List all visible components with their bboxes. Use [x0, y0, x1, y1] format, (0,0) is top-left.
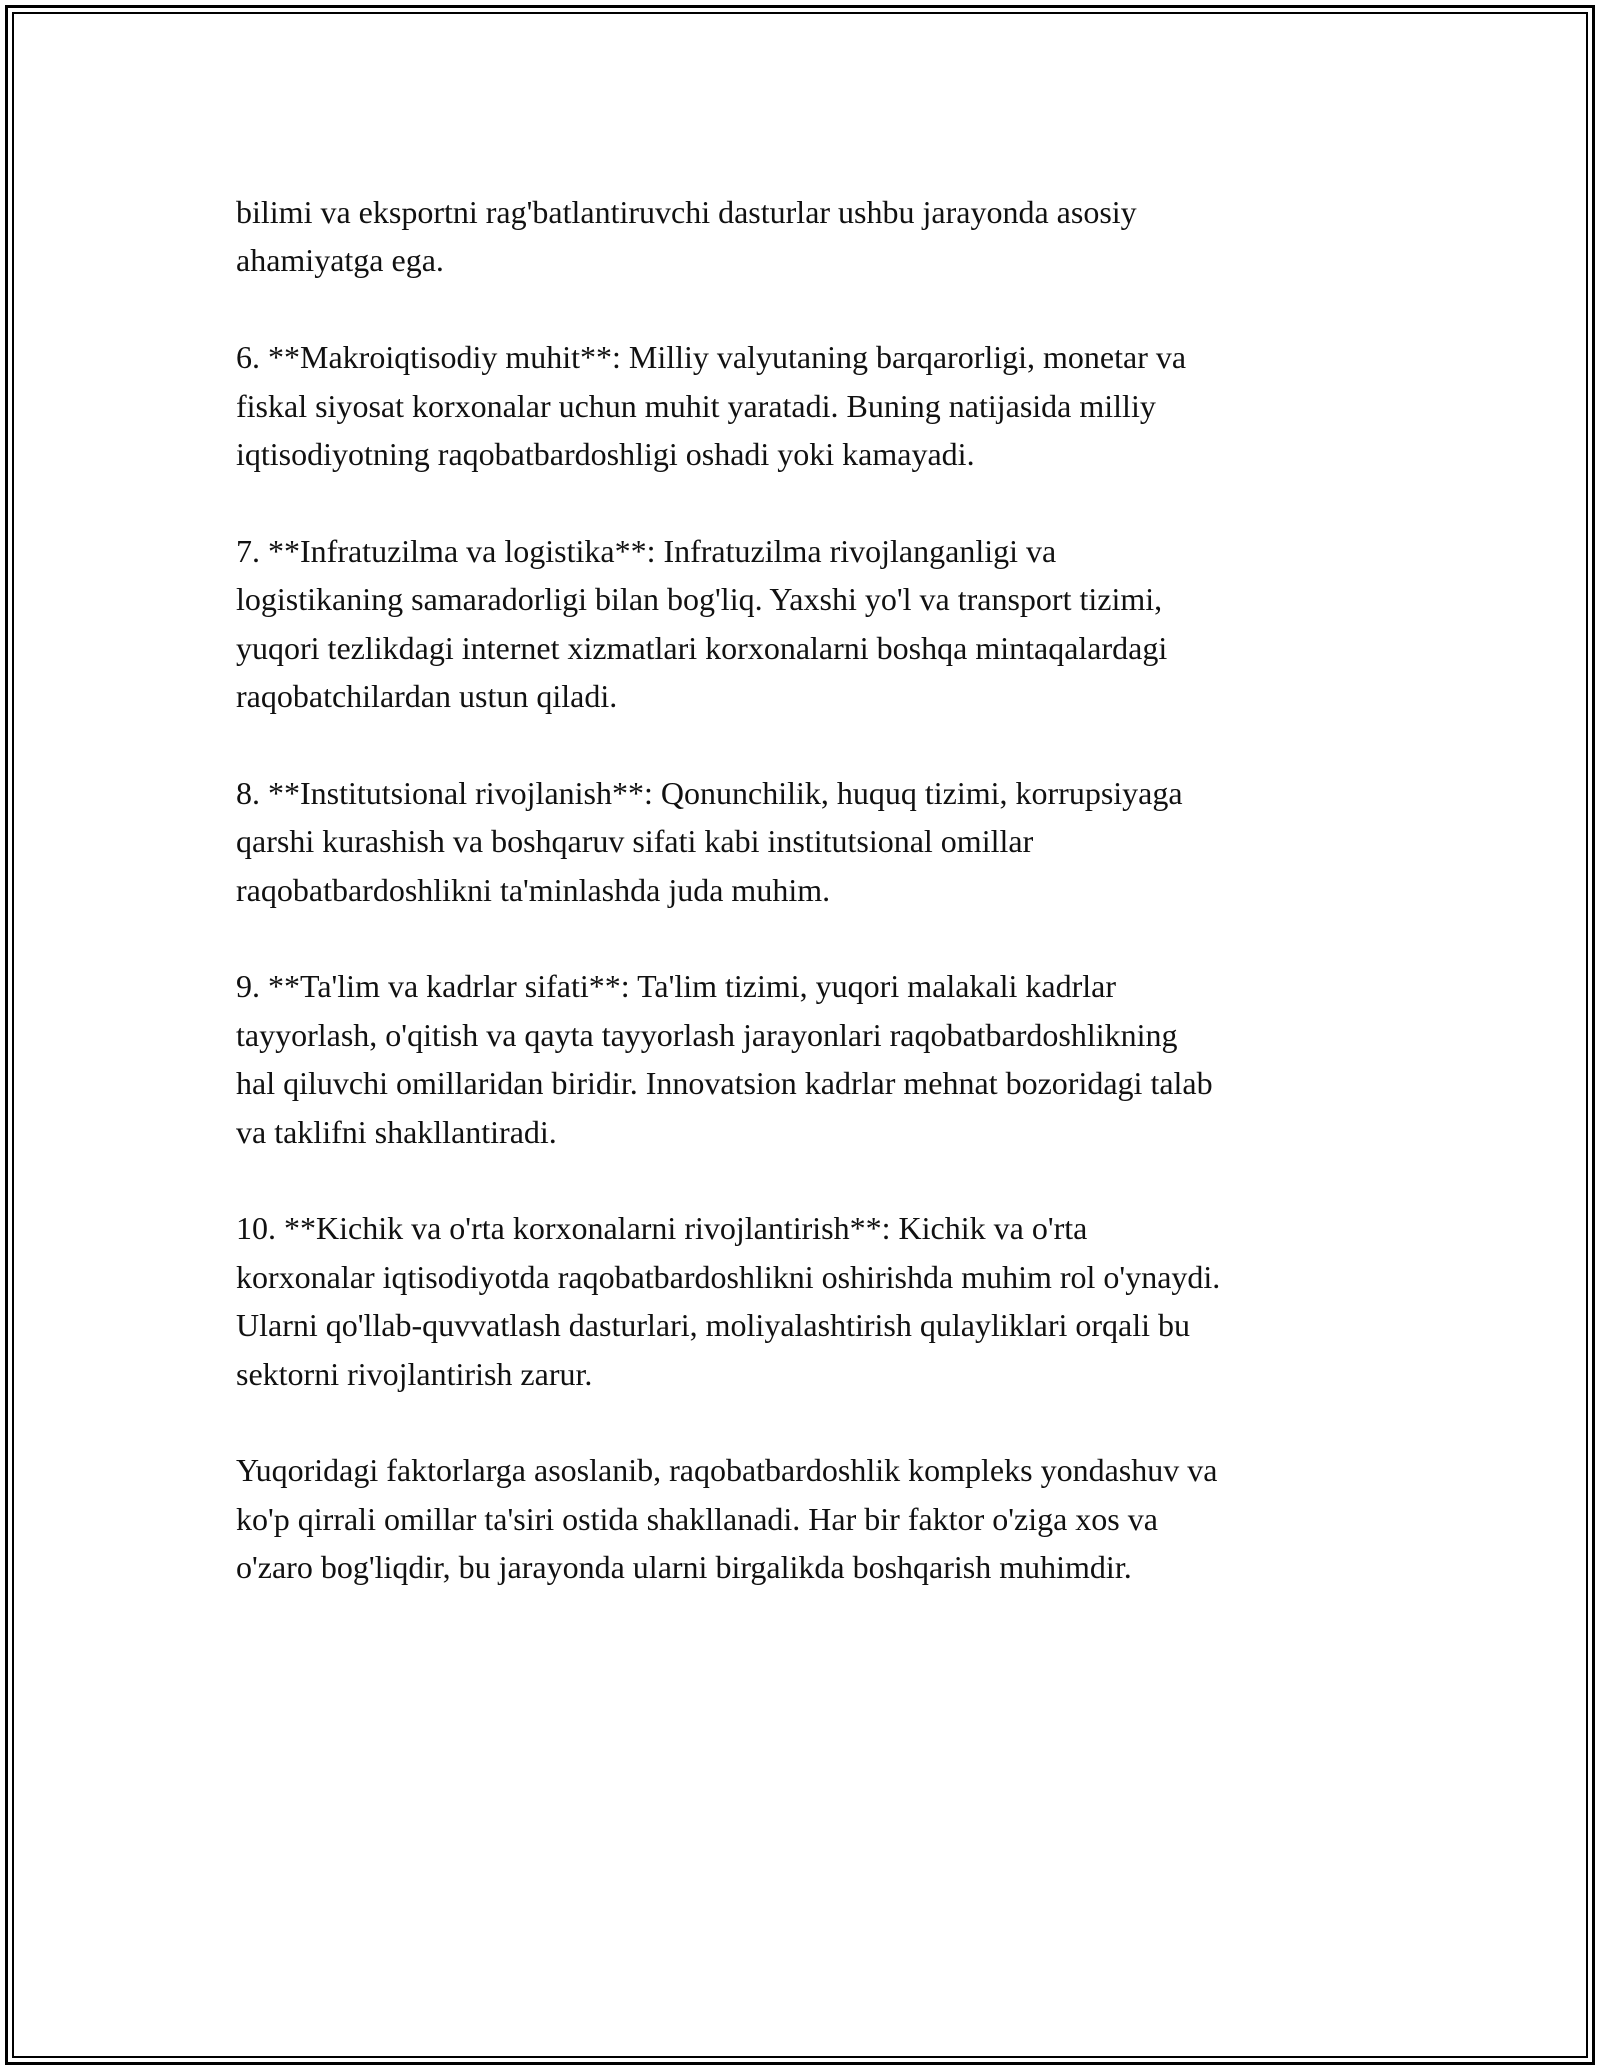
paragraph-conclusion: Yuqoridagi faktorlarga asoslanib, raqobatbardoshlik kompleks yondashuv va ko'p qirrali omillar ta'siri ostida shakllanadi. Har bir faktor o'ziga xos va o'zaro bog'liqdir, bu jarayonda ularni birgalikda boshqarish muhimdir.	[236, 1452, 1218, 1586]
paragraph-item-9: 9. **Ta'lim va kadrlar sifati**: Ta'lim tizimi, yuqori malakali kadrlar tayyorlash, o'qitish va qayta tayyorlash jarayonlari raqobatbardoshlikning hal qiluvchi omillaridan biridir. Innovatsion kadrlar mehnat bozoridagi talab va taklifni shakllantiradi.	[236, 968, 1213, 1150]
paragraph-continuation: bilimi va eksportni rag'batlantiruvchi dasturlar ushbu jarayonda asosiy ahamiyatga ega.	[236, 194, 1137, 279]
document-body	[236, 188, 1376, 1592]
paragraph-item-8: 8. **Institutsional rivojlanish**: Qonunchilik, huquq tizimi, korrupsiyaga qarshi kurashish va boshqaruv sifati kabi institutsional omillar raqobatbardoshlikni ta'minlashda juda muhim.	[236, 774, 1183, 908]
paragraph-item-10: 10. **Kichik va o'rta korxonalarni rivojlantirish**: Kichik va o'rta korxonalar iqtisodiyotda raqobatbardoshlikni oshirishda muhim rol o'ynaydi. Ularni qo'llab-quvvatlash dasturlari, moliyalashtirish qulayliklari orqali bu sektorni rivojlantirish zarur.	[236, 1210, 1221, 1392]
paragraph-item-7: 7. **Infratuzilma va logistika**: Infratuzilma rivojlanganligi va logistikaning samaradorligi bilan bog'liq. Yaxshi yo'l va transport tizimi, yuqori tezlikdagi internet xizmatlari korxonalarni boshqa mintaqalardagi raqobatchilardan ustun qiladi.	[236, 532, 1168, 715]
paragraph-item-6: 6. **Makroiqtisodiy muhit**: Milliy valyutaning barqarorligi, monetar va fiskal siyosat korxonalar uchun muhit yaratadi. Buning natijasida milliy iqtisodiyotning raqobatbardoshligi oshadi yoki kamayadi.	[236, 339, 1187, 473]
